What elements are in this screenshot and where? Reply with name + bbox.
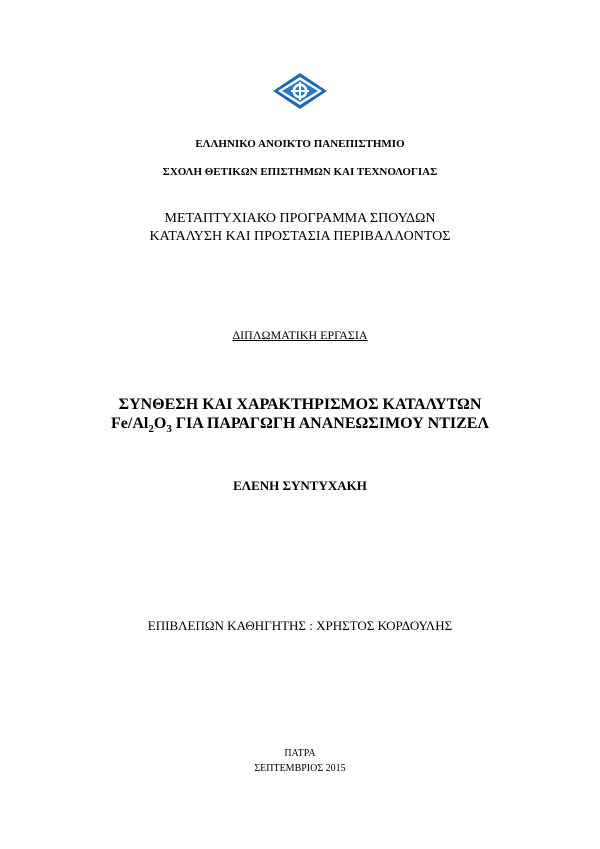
thesis-title-line-2 bbox=[0, 415, 600, 435]
title-formula-prefix: Fe/Al bbox=[111, 415, 149, 432]
city: ΠΑΤΡΑ bbox=[284, 748, 316, 759]
thesis-title-line-1: ΣΥΝΘΕΣΗ ΚΑΙ ΧΑΡΑΚΤΗΡΙΣΜΟΣ ΚΑΤΑΛΥΤΩΝ bbox=[118, 396, 482, 413]
document-type: ΔΙΠΛΩΜΑΤΙΚΗ ΕΡΓΑΣΙΑ bbox=[232, 328, 368, 342]
school-name: ΣΧΟΛΗ ΘΕΤΙΚΩΝ ΕΠΙΣΤΗΜΩΝ ΚΑΙ ΤΕΧΝΟΛΟΓΙΑΣ bbox=[162, 166, 438, 178]
title-formula-mid: O bbox=[153, 415, 167, 432]
date: ΣΕΠΤΕΜΒΡΙΟΣ 2015 bbox=[254, 763, 346, 774]
program-line-1: ΜΕΤΑΠΤΥΧΙΑΚΟ ΠΡΟΓΡΑΜΜΑ ΣΠΟΥΔΩΝ bbox=[164, 211, 436, 226]
supervisor: ΕΠΙΒΛΕΠΩΝ ΚΑΘΗΓΗΤΗΣ : ΧΡΗΣΤΟΣ ΚΟΡΔΟΥΛΗΣ bbox=[147, 618, 453, 633]
university-name: ΕΛΛΗΝΙΚΟ ΑΝΟΙΚΤΟ ΠΑΝΕΠΙΣΤΗΜΙΟ bbox=[195, 138, 405, 150]
program-line-2: ΚΑΤΑΛΥΣΗ ΚΑΙ ΠΡΟΣΤΑΣΙΑ ΠΕΡΙΒΑΛΛΟΝΤΟΣ bbox=[149, 229, 451, 244]
title-formula-sub-2: 3 bbox=[166, 423, 172, 436]
author-name: ΕΛΕΝΗ ΣΥΝΤΥΧΑΚΗ bbox=[233, 478, 367, 493]
university-logo-icon bbox=[272, 72, 328, 110]
title-formula-sub-1: 2 bbox=[148, 423, 154, 436]
title-line-2-rest: ΓΙΑ ΠΑΡΑΓΩΓΗ ΑΝΑΝΕΩΣΙΜΟΥ ΝΤΙΖΕΛ bbox=[171, 415, 489, 432]
